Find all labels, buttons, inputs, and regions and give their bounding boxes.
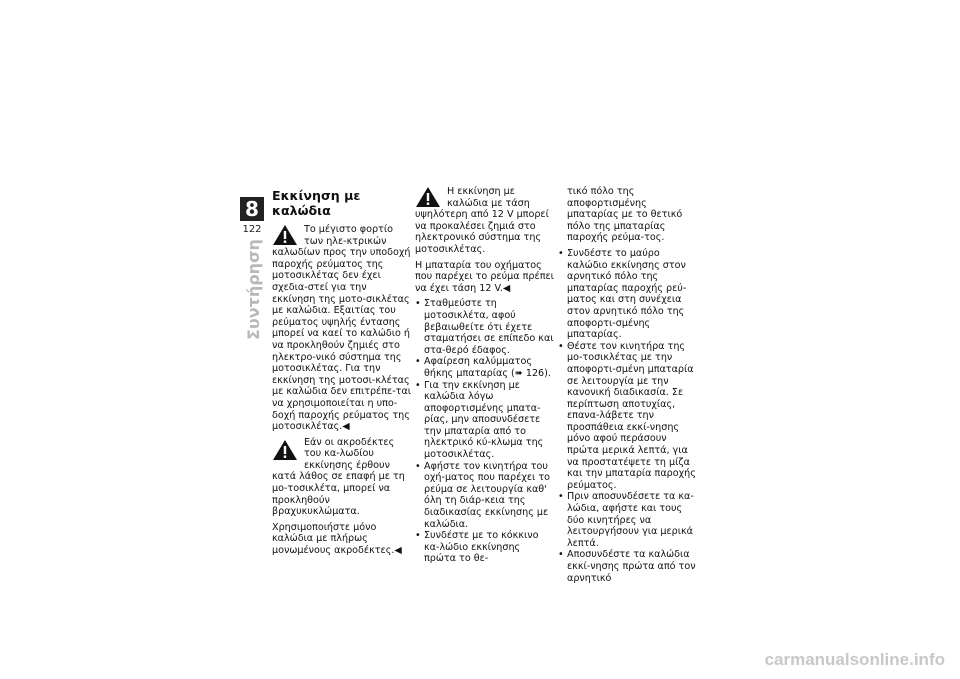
text-column-1 — [272, 186, 412, 561]
page-number: 122 — [242, 224, 262, 235]
list-item: • Θέστε τον κινητήρα της μο-τοσικλέτας με την αποφορτι-σμένη μπαταρία σε λειτουργία με την κανονική διαδικασία. Σε περίπτωση αποτυχίας, επανα-λάβετε την προσπάθεια εκκί-νησης μόνο αφού περάσουν πρώτα μερικά λεπτά, για να προστατέψετε τη μίζα και την μπαταρία παροχής ρεύματος. — [558, 341, 698, 492]
instruction-list-1 — [415, 298, 555, 565]
warning-block-2 — [272, 437, 412, 518]
section-heading: Εκκίνηση με καλώδια — [272, 188, 361, 218]
paragraph-battery-voltage: Η μπαταρία του οχήματος που παρέχει το ρεύμα πρέπει να έχει τάση 12 V.◀ — [415, 259, 554, 294]
chapter-number-badge: 8 — [240, 197, 264, 221]
chapter-side-title: Συντήρηση — [244, 239, 263, 340]
warning-block-3 — [415, 186, 555, 256]
text-column-2 — [415, 186, 555, 565]
text-column-3 — [558, 186, 698, 584]
warning-text-2: Εάν οι ακροδέκτες του κα-λωδίου εκκίνησης έρθουν κατά λάθος σε επαφή με τη μο-τοσικλέτα, μπορεί να προκληθούν βραχυκυκλώματα. — [272, 436, 405, 518]
list-item: • Σταθμεύστε τη μοτοσικλέτα, αφού βεβαιωθείτε ότι έχετε σταματήσει σε επίπεδο και στα-θερό έδαφος. — [415, 298, 555, 356]
continuation-text: τικό πόλο της αποφορτισμένης μπαταρίας με το θετικό πόλο της μπαταρίας παροχής ρεύμα-τος. — [567, 186, 683, 244]
warning-triangle-icon — [272, 439, 298, 461]
list-item: • Αποσυνδέστε τα καλώδια εκκί-νησης πρώτα από τον αρνητικό — [558, 549, 698, 584]
list-item: • Αφήστε τον κινητήρα του οχή-ματος που παρέχει το ρεύμα σε λειτουργία καθ' όλη τη διάρ-κεια της διαδικασίας εκκίνησης με καλώδια. — [415, 461, 555, 531]
paragraph-insulated-clamps: Χρησιμοποιήστε μόνο καλώδια με πλήρως μονωμένους ακροδέκτες.◀ — [272, 521, 402, 557]
list-item: • Συνδέστε το μαύρο καλώδιο εκκίνησης στον αρνητικό πόλο της μπαταρίας παροχής ρεύ-ματος και στη συνέχεια στον αρνητικό πόλο της αποφορτι-σμένης μπαταρίας. — [558, 248, 698, 341]
warning-triangle-icon — [415, 186, 441, 208]
warning-text-1: Το μέγιστο φορτίο των ηλε-κτρικών καλωδίων προς την υποδοχή παροχής ρεύματος της μοτοσικλέτας δεν έχει σχεδια-στεί για την εκκίνηση της μοτο-σικλέτας με καλώδια. Εξαιτίας του ρεύματος υψηλής έντασης μπορεί να καεί το καλώδιο ή να προκληθούν ζημιές στο ηλεκτρο-νικό σύστημα της μοτοσικλέτας. Για την εκκίνηση της μοτοσι-κλέτας με καλώδια δεν επιτρέπε-ται να χρησιμοποιείται η υπο-δοχή παροχής ρεύματος της μοτοσικλέτας.◀ — [272, 224, 412, 433]
warning-text-3: Η εκκίνηση με καλώδια με τάση υψηλότερη από 12 V μπορεί να προκαλέσει ζημιά στο ηλεκτρονικό σύστημα της μοτοσικλέτας. — [415, 186, 549, 255]
warning-triangle-icon — [272, 224, 298, 246]
list-item: • Για την εκκίνηση με καλώδια λόγω αποφορτισμένης μπατα-ρίας, μην αποσυνδέσετε την μπαταρία από το ηλεκτρικό κύ-κλωμα της μοτοσικλέτας. — [415, 380, 555, 461]
list-item: • Αφαίρεση καλύμματος θήκης μπαταρίας (➠ 126). — [415, 356, 555, 379]
list-item: • Πριν αποσυνδέσετε τα κα-λώδια, αφήστε και τους δύο κινητήρες να λειτουργήσουν για μερικά λεπτά. — [558, 491, 698, 549]
list-item: • Συνδέστε με το κόκκινο κα-λώδιο εκκίνησης πρώτα το θε- — [415, 530, 555, 565]
warning-block-1 — [272, 224, 412, 433]
instruction-list-2 — [558, 248, 698, 584]
watermark-link[interactable]: carmanualsonline.info — [764, 650, 945, 669]
